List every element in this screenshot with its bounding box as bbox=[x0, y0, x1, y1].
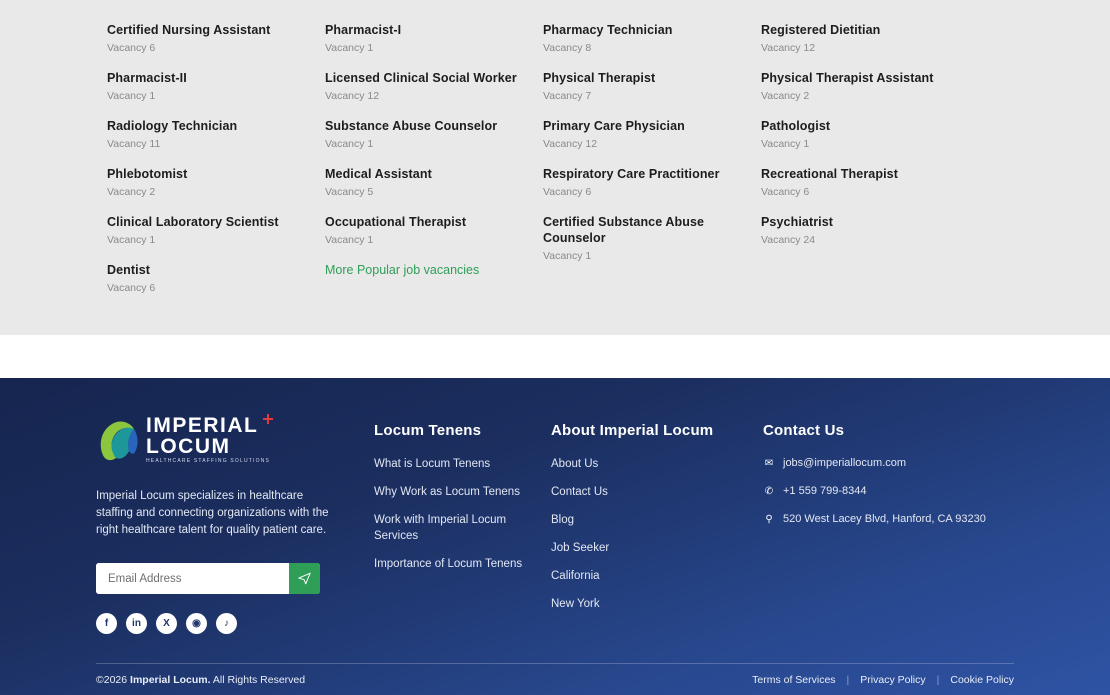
job-vacancy-item[interactable] bbox=[761, 214, 1001, 262]
job-title: Registered Dietitian bbox=[761, 23, 881, 37]
column-title-contact: Contact Us bbox=[763, 422, 845, 439]
section-spacer bbox=[0, 335, 1110, 378]
brand-description: Imperial Locum specializes in healthcare staffing and connecting organizations with the right healthcare talent for quality patient care. bbox=[96, 490, 329, 536]
contact-email: jobs@imperiallocum.com bbox=[783, 457, 907, 469]
footer-link[interactable]: California bbox=[551, 570, 600, 582]
job-vacancy-item[interactable] bbox=[325, 70, 543, 118]
job-title: Occupational Therapist bbox=[325, 215, 467, 229]
cookie-policy-link[interactable]: Cookie Policy bbox=[950, 673, 1014, 686]
legal-separator-2: | bbox=[936, 673, 940, 686]
job-title: Pharmacy Technician bbox=[543, 23, 673, 37]
site-footer bbox=[0, 378, 1110, 695]
tiktok-icon[interactable]: ♪ bbox=[216, 613, 237, 634]
job-vacancy-count: Vacancy 12 bbox=[761, 42, 816, 54]
job-vacancy-item[interactable] bbox=[325, 214, 543, 262]
job-vacancy-item[interactable] bbox=[325, 22, 543, 70]
job-title: Certified Nursing Assistant bbox=[107, 23, 271, 37]
job-vacancy-count: Vacancy 1 bbox=[325, 138, 374, 150]
logo-plus-icon bbox=[262, 414, 274, 426]
job-vacancy-item[interactable] bbox=[107, 214, 325, 262]
job-vacancy-count: Vacancy 6 bbox=[107, 42, 156, 54]
job-title: Dentist bbox=[107, 263, 151, 277]
newsletter-subscribe[interactable] bbox=[96, 563, 320, 594]
contact-address-row[interactable] bbox=[763, 512, 1023, 527]
logo-line-1: IMPERIAL bbox=[146, 414, 259, 437]
job-vacancies-section bbox=[0, 0, 1110, 335]
job-vacancy-item[interactable] bbox=[543, 22, 761, 70]
job-title: Certified Substance Abuse Counselor bbox=[543, 215, 705, 245]
job-vacancy-count: Vacancy 6 bbox=[543, 186, 592, 198]
job-title: Physical Therapist Assistant bbox=[761, 71, 934, 85]
job-vacancy-count: Vacancy 12 bbox=[325, 90, 380, 102]
job-title: Pharmacist-I bbox=[325, 23, 402, 37]
more-popular-vacancies-link[interactable]: More Popular job vacancies bbox=[325, 263, 480, 277]
job-vacancy-count: Vacancy 1 bbox=[325, 42, 374, 54]
job-vacancy-item[interactable] bbox=[543, 214, 761, 262]
job-title: Pharmacist-II bbox=[107, 71, 187, 85]
job-vacancy-item[interactable] bbox=[325, 166, 543, 214]
job-vacancy-item[interactable] bbox=[107, 262, 325, 310]
job-title: Substance Abuse Counselor bbox=[325, 119, 498, 133]
x-twitter-icon[interactable]: X bbox=[156, 613, 177, 634]
job-vacancy-item[interactable] bbox=[543, 70, 761, 118]
job-title: Medical Assistant bbox=[325, 167, 432, 181]
footer-bottom-bar bbox=[96, 663, 1014, 695]
contact-phone-row[interactable] bbox=[763, 484, 1023, 499]
footer-link[interactable]: About Us bbox=[551, 458, 599, 470]
job-vacancy-count: Vacancy 11 bbox=[107, 138, 161, 150]
send-icon bbox=[298, 572, 311, 585]
job-title: Pathologist bbox=[761, 119, 831, 133]
job-vacancy-count: Vacancy 2 bbox=[761, 90, 810, 102]
legal-links bbox=[752, 674, 1014, 686]
job-title: Respiratory Care Practitioner bbox=[543, 167, 720, 181]
job-vacancy-count: Vacancy 12 bbox=[543, 138, 598, 150]
phone-icon: ✆ bbox=[764, 486, 774, 497]
copyright-rights: All Rights Reserved bbox=[212, 673, 306, 686]
logo-line-2: LOCUM bbox=[146, 435, 231, 458]
facebook-icon[interactable]: f bbox=[96, 613, 117, 634]
logo-tagline: HEALTHCARE STAFFING SOLUTIONS bbox=[146, 458, 271, 464]
footer-link[interactable]: Why Work as Locum Tenens bbox=[374, 486, 520, 498]
job-title: Licensed Clinical Social Worker bbox=[325, 71, 517, 85]
brand-logo[interactable] bbox=[96, 414, 374, 466]
job-title: Recreational Therapist bbox=[761, 167, 898, 181]
job-vacancy-item[interactable] bbox=[107, 166, 325, 214]
about-links bbox=[551, 456, 763, 612]
legal-separator-1: | bbox=[846, 673, 850, 686]
column-title-locum-tenens: Locum Tenens bbox=[374, 422, 482, 439]
job-title: Radiology Technician bbox=[107, 119, 238, 133]
footer-link[interactable]: Job Seeker bbox=[551, 542, 610, 554]
contact-email-row[interactable] bbox=[763, 456, 1023, 471]
footer-column-contact bbox=[763, 414, 1023, 634]
job-vacancy-count: Vacancy 7 bbox=[543, 90, 592, 102]
privacy-policy-link[interactable]: Privacy Policy bbox=[860, 673, 926, 686]
job-title: Clinical Laboratory Scientist bbox=[107, 215, 279, 229]
footer-link[interactable]: Contact Us bbox=[551, 486, 608, 498]
job-vacancy-item[interactable] bbox=[761, 70, 1001, 118]
job-vacancy-count: Vacancy 8 bbox=[543, 42, 592, 54]
job-vacancy-item[interactable] bbox=[761, 22, 1001, 70]
contact-phone: +1 559 799-8344 bbox=[783, 485, 867, 497]
job-vacancy-count: Vacancy 2 bbox=[107, 186, 156, 198]
job-vacancy-item[interactable] bbox=[543, 166, 761, 214]
copyright-text bbox=[96, 674, 305, 686]
map-pin-icon: ⚲ bbox=[765, 514, 773, 525]
footer-brand-column bbox=[96, 414, 374, 634]
social-links bbox=[96, 613, 374, 634]
footer-link[interactable]: Importance of Locum Tenens bbox=[374, 558, 523, 570]
footer-link[interactable]: What is Locum Tenens bbox=[374, 458, 491, 470]
job-vacancy-item[interactable] bbox=[107, 22, 325, 70]
logo-wordmark bbox=[146, 416, 270, 464]
job-title: Psychiatrist bbox=[761, 215, 834, 229]
job-vacancy-count: Vacancy 6 bbox=[107, 282, 156, 294]
job-vacancy-count: Vacancy 1 bbox=[761, 138, 810, 150]
logo-mark-icon bbox=[96, 417, 140, 463]
locum-tenens-links bbox=[374, 456, 551, 572]
footer-column-locum-tenens bbox=[374, 414, 551, 634]
footer-column-about bbox=[551, 414, 763, 634]
job-vacancy-count: Vacancy 6 bbox=[761, 186, 810, 198]
column-title-about: About Imperial Locum bbox=[551, 422, 714, 439]
linkedin-icon[interactable]: in bbox=[126, 613, 147, 634]
footer-link[interactable]: New York bbox=[551, 598, 600, 610]
footer-link[interactable]: Blog bbox=[551, 514, 575, 526]
copyright-brand: Imperial Locum. bbox=[130, 673, 211, 686]
job-vacancy-count: Vacancy 1 bbox=[543, 250, 592, 262]
terms-of-services-link[interactable]: Terms of Services bbox=[752, 673, 836, 686]
job-vacancy-count: Vacancy 1 bbox=[107, 90, 156, 102]
contact-address: 520 West Lacey Blvd, Hanford, CA 93230 bbox=[783, 513, 986, 525]
job-vacancies-grid bbox=[0, 12, 1110, 310]
email-input[interactable] bbox=[96, 563, 289, 594]
job-vacancy-count: Vacancy 5 bbox=[325, 186, 374, 198]
footer-link[interactable]: Work with Imperial Locum Services bbox=[374, 514, 507, 542]
job-vacancy-count: Vacancy 1 bbox=[325, 234, 374, 246]
copyright-year: ©2026 bbox=[96, 673, 128, 686]
subscribe-submit-button[interactable] bbox=[289, 563, 320, 594]
job-vacancy-item[interactable] bbox=[761, 118, 1001, 166]
envelope-icon: ✉ bbox=[764, 458, 774, 469]
footer-columns bbox=[0, 378, 1110, 634]
job-title: Phlebotomist bbox=[107, 167, 188, 181]
job-vacancy-item[interactable] bbox=[761, 166, 1001, 214]
job-vacancy-item[interactable] bbox=[107, 118, 325, 166]
job-vacancy-item[interactable] bbox=[543, 118, 761, 166]
job-title: Physical Therapist bbox=[543, 71, 656, 85]
job-vacancy-count: Vacancy 1 bbox=[107, 234, 156, 246]
job-vacancy-item[interactable] bbox=[107, 70, 325, 118]
job-vacancy-item[interactable] bbox=[325, 118, 543, 166]
job-title: Primary Care Physician bbox=[543, 119, 685, 133]
instagram-icon[interactable]: ◉ bbox=[186, 613, 207, 634]
job-vacancy-count: Vacancy 24 bbox=[761, 234, 816, 246]
